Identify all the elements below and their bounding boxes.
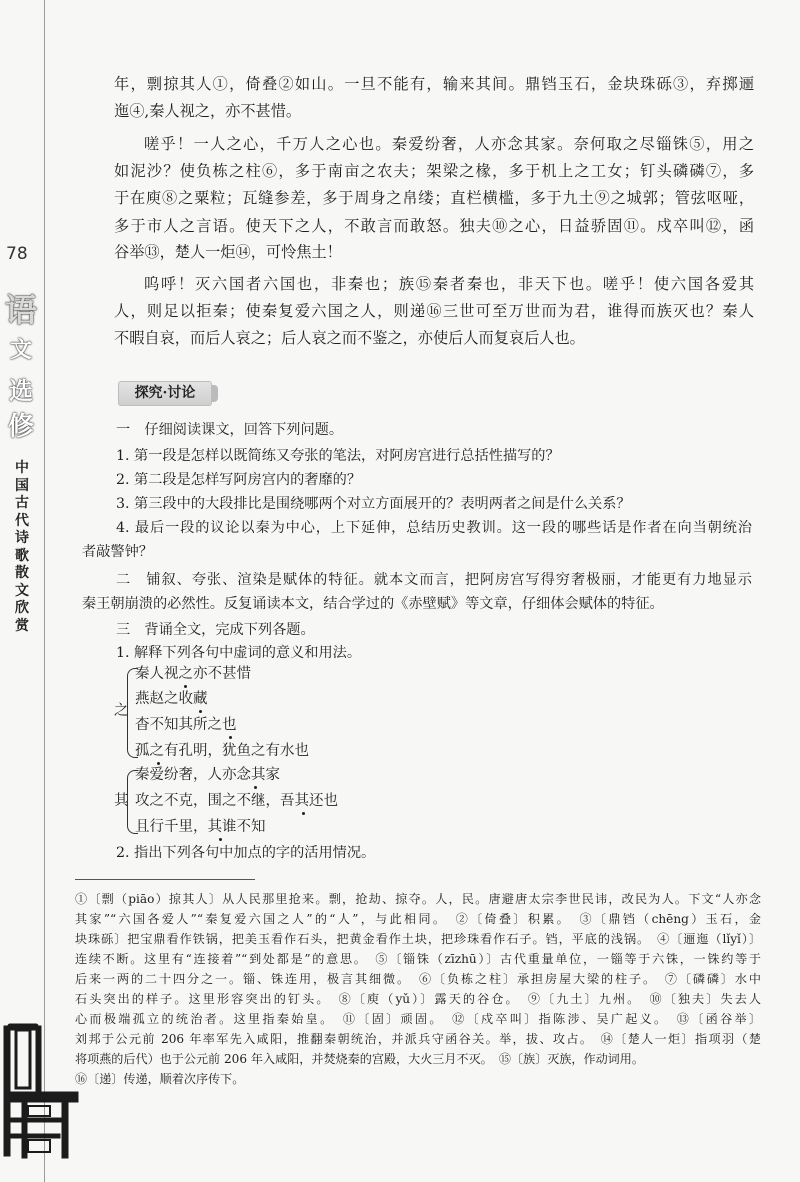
emphasis-dot [199,710,202,713]
body-text-line: 年，剽掠其人①，倚叠②如山。一旦不能有，输来其间。鼎铛玉石，金块珠砾③，弃掷逦 [114,75,754,93]
footnote-line: 连续不断。这里有“连接着”“到处都是”的意思。 ⑤〔锱铢（zīzhū）〕古代重量单位，一锱等于六铢，一铢约等于 [75,952,761,966]
question-line: 4. 最后一段的议论以秦为中心，上下延伸，总结历史教训。这一段的哪些话是作者在向当朝统治 [116,520,752,536]
footnote-rule [75,879,255,880]
question-line: 1. 解释下列各句中虚词的意义和用法。 [116,645,362,661]
qi-item: 攻之不克，围之不继，吾其还也 [135,793,338,809]
qi-label: 其 [114,793,129,809]
emphasis-dot [229,736,232,739]
question-line: 3. 第三段中的大段排比是围绕哪两个对立方面展开的？表明两者之间是什么关系？ [116,496,631,512]
qi-item: 秦爱纷奢，人亦念其家 [135,767,280,783]
question-line: 三 背诵全文，完成下列各题。 [116,622,315,638]
zhi-item: 孤之有孔明，犹鱼之有水也 [135,743,309,759]
series-glyph: 选 [9,376,33,405]
chair-illustration [2,1022,82,1162]
footnote-line: 后来一两的二十四分之一。锱、铢连用，极言其细微。 ⑥〔负栋之柱〕承担房屋大梁的柱子。 ⑦〔磷磷〕水中 [75,972,761,986]
question-line: 一 仔细阅读课文，回答下列问题。 [116,422,344,438]
footnote-line: 刘邦于公元前 206 年率军先入咸阳，推翻秦朝统治，并派兵守函谷关。举，拔、攻占。 ⑭〔楚人一炬〕指项羽（楚 [75,1032,761,1046]
series-glyph: 语 [4,291,37,329]
footnote-line: ①〔剽（piāo）掠其人〕从人民那里抢来。剽，抢劫、掠夺。人，民。唐避唐太宗李世民讳，改民为人。下文“人亦念 [75,892,761,906]
body-text-line: 谷举⑬，楚人一炬⑭，可怜焦土！ [114,243,342,261]
page-number: 78 [6,244,28,264]
zhi-item: 杳不知其所之也 [135,717,237,733]
question-line: 2. 指出下列各句中加点的字的活用情况。 [116,845,376,861]
footnote-line: ⑯〔递〕传递，顺着次序传下。 [75,1072,245,1086]
footnote-line: 其家”“六国各爱人”“秦复爱六国之人”的“人”，与此相同。 ②〔倚叠〕积累。 ③〔鼎铛（chēng）玉石，金 [75,912,761,926]
book-title: 中国古代诗歌散文欣赏 [15,460,29,634]
body-text-line: 不暇自哀，而后人哀之；后人哀之而不鉴之，亦使后人而复哀后人也。 [114,329,585,347]
zhi-item: 秦人视之亦不甚惜 [135,666,251,682]
emphasis-dot [254,786,257,789]
body-text-line: 多于市人之言语。使天下之人，不敢言而敢怒。独夫⑩之心，日益骄固⑪。戍卒叫⑫，函 [114,217,754,235]
body-text-line: 呜呼！灭六国者六国也，非秦也；族⑮秦者秦也，非天下也。嗟乎！使六国各爱其 [144,275,754,293]
series-glyph: 修 [7,412,34,442]
qi-item: 且行千里，其谁不知 [135,819,266,835]
question-line: 者敲警钟？ [82,544,153,560]
question-line: 1. 第一段是怎样以既简练又夸张的笔法，对阿房宫进行总括性描写的？ [116,448,560,464]
margin-rule [44,0,45,1182]
footnote-line: 将项燕的后代）也于公元前 206 年入咸阳，并焚烧秦的宫殿，大火三月不灭。 ⑮〔族〕灭族，作动词用。 [75,1052,644,1066]
zhi-label: 之 [114,703,129,719]
question-line: 2. 第二段是怎样写阿房宫内的奢靡的？ [116,472,362,488]
emphasis-dot [302,812,305,815]
footnote-line: 心而极端孤立的统治者。这里指秦始皇。 ⑪〔固〕顽固。 ⑫〔戍卒叫〕指陈涉、吴广起义。 ⑬〔函谷举〕 [75,1012,761,1026]
body-text-line: 嗟乎！一人之心，千万人之心也。秦爱纷奢，人亦念其家。奈何取之尽锱铢⑤，用之 [144,135,754,153]
body-text-line: 于在庾⑧之粟粒；瓦缝参差，多于周身之帛缕；直栏横槛，多于九土⑨之城郭；管弦呕哑， [114,189,754,207]
body-text-line: 迤④,秦人视之，亦不甚惜。 [114,102,302,120]
emphasis-dot [184,685,187,688]
section-heading: 探究·讨论 [118,381,212,406]
body-text-line: 人，则足以拒秦；使秦复爱六国之人，则递⑯三世可至万世而为君，谁得而族灭也？秦人 [114,302,754,320]
emphasis-dot [219,838,222,841]
series-glyph: 文 [9,337,32,363]
zhi-item: 燕赵之收藏 [135,691,208,707]
footnote-line: 石头突出的样子。这里形容突出的钉头。 ⑧〔庾（yǔ）〕露天的谷仓。 ⑨〔九土〕九州。 ⑩〔独夫〕失去人 [75,992,761,1006]
question-line: 秦王朝崩溃的必然性。反复诵读本文，结合学过的《赤壁赋》等文章，仔细体会赋体的特征。 [82,596,664,612]
body-text-line: 如泥沙？使负栋之柱⑥，多于南亩之农夫；架梁之椽，多于机上之工女；钉头磷磷⑦，多 [114,162,754,180]
footnote-line: 块珠砾〕把宝鼎看作铁锅，把美玉看作石头，把黄金看作土块，把珍珠看作石子。铛，平底的浅锅。 ④〔逦迤（lǐyǐ）〕 [75,932,761,946]
question-line: 二 铺叙、夸张、渲染是赋体的特征。就本文而言，把阿房宫写得穷奢极丽，才能更有力地显示 [116,572,752,588]
